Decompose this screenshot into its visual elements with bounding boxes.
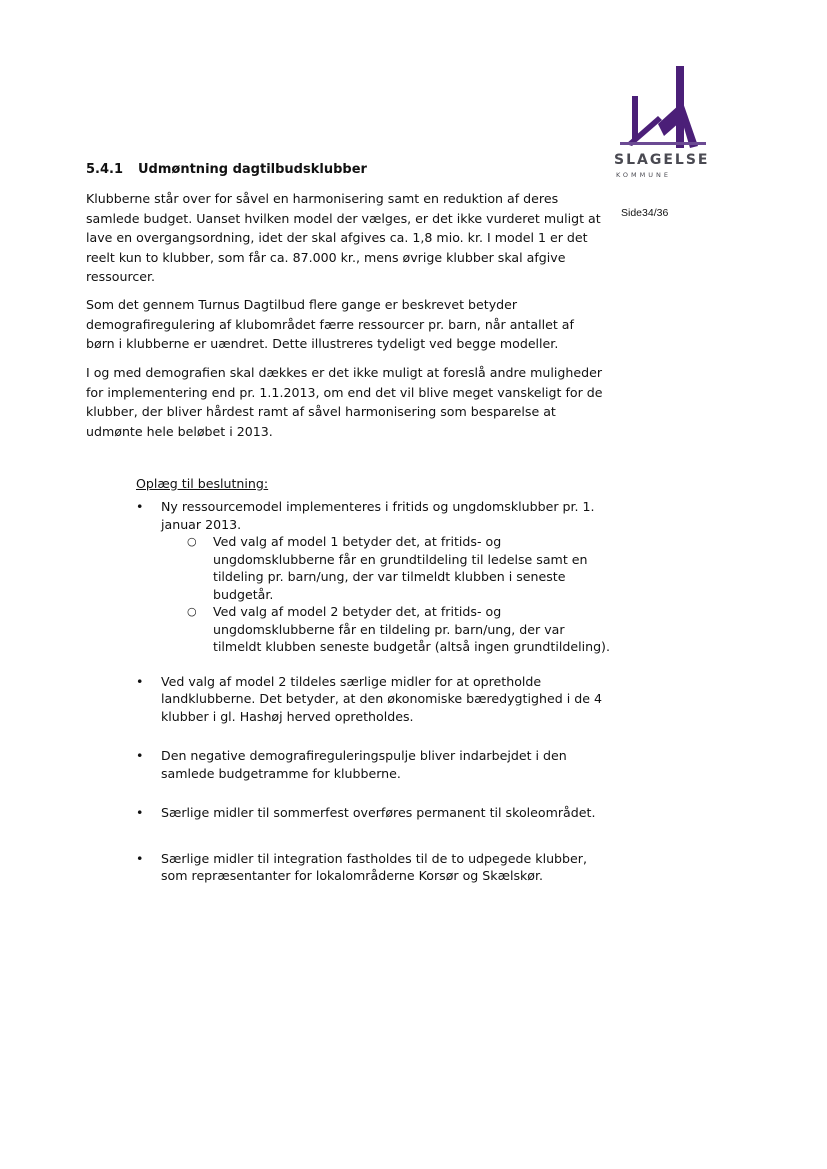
paragraph-3: I og med demografien skal dækkes er det ikke muligt at foreslå andre muligheder for implementering end pr. 1.1.2013, om end det vil blive meget vanskeligt for de klubber, der bliver hårdest ramt af såvel harmonisering som besparelse at udmønte hele beløbet i 2013.: [86, 365, 603, 439]
bullet-icon: •: [136, 673, 144, 689]
bullet-icon: •: [136, 805, 144, 820]
decision-title: Oplæg til beslutning:: [136, 476, 269, 491]
list-item: • Ved valg af model 2 tildeles særlige midler for at opretholde landklubberne. Det betyder, at den økonomiske bæredygtighed i de 4 klubber i gl. Hashøj herved opretholdes.: [136, 673, 602, 724]
list-item: • Særlige midler til sommerfest overføres permanent til skoleområdet.: [136, 805, 596, 820]
bullet-icon: •: [136, 499, 144, 514]
paragraph-1: Klubberne står over for såvel en harmonisering samt en reduktion af deres samlede budget. Uanset hvilken model der vælges, er det ikke vurderet muligt at lave en overgangsordning, idet der skal afgives ca. 1,8 mio. kr. I model 1 er det reelt kun to klubber, som får ca. 87.000 kr., mens øvrige klubber skal afgive ressourcer.: [86, 191, 601, 284]
logo-name: SLAGELSE: [614, 152, 710, 168]
slagelse-kommune-logo: [614, 64, 714, 184]
list-item: • Ny ressourcemodel implementeres i fritids og ungdomsklubber pr. 1. januar 2013.: [136, 499, 595, 532]
sub-list-item: ○ Ved valg af model 1 betyder det, at fritids- og ungdomsklubberne får en grundtildeling til ledelse samt en tildeling pr. barn/ung, der var tilmeldt klubben i seneste budgetår.: [187, 534, 588, 602]
list-item: • Særlige midler til integration fastholdes til de to udpegede klubber, som repræsentanter for lokalområderne Korsør og Skælskør.: [136, 850, 587, 883]
section-heading: [86, 162, 367, 177]
bridge-logo-icon: [618, 64, 708, 150]
circle-bullet-icon: ○: [187, 605, 197, 618]
page-number: Side34/36: [621, 207, 669, 219]
bullet-icon: •: [136, 748, 144, 763]
sub-list-item: ○ Ved valg af model 2 betyder det, at fritids- og ungdomsklubberne får en tildeling pr. barn/ung, der var tilmeldt klubben seneste budgetår (altså ingen grundtildeling).: [187, 604, 610, 654]
section-number: 5.4.1: [86, 162, 124, 177]
list-item: • Den negative demografireguleringspulje bliver indarbejdet i den samlede budgetramme for klubberne.: [136, 748, 567, 781]
paragraph-2: Som det gennem Turnus Dagtilbud flere gange er beskrevet betyder demografiregulering af klubområdet færre ressourcer pr. barn, når antallet af børn i klubberne er uændret. Dette illustreres tydeligt ved begge modeller.: [86, 297, 574, 351]
logo-subtitle: KOMMUNE: [616, 171, 671, 179]
decision-bullet-list: [136, 498, 616, 885]
circle-bullet-icon: ○: [187, 535, 197, 548]
section-title: Udmøntning dagtilbudsklubber: [138, 162, 367, 177]
bullet-icon: •: [136, 850, 144, 866]
